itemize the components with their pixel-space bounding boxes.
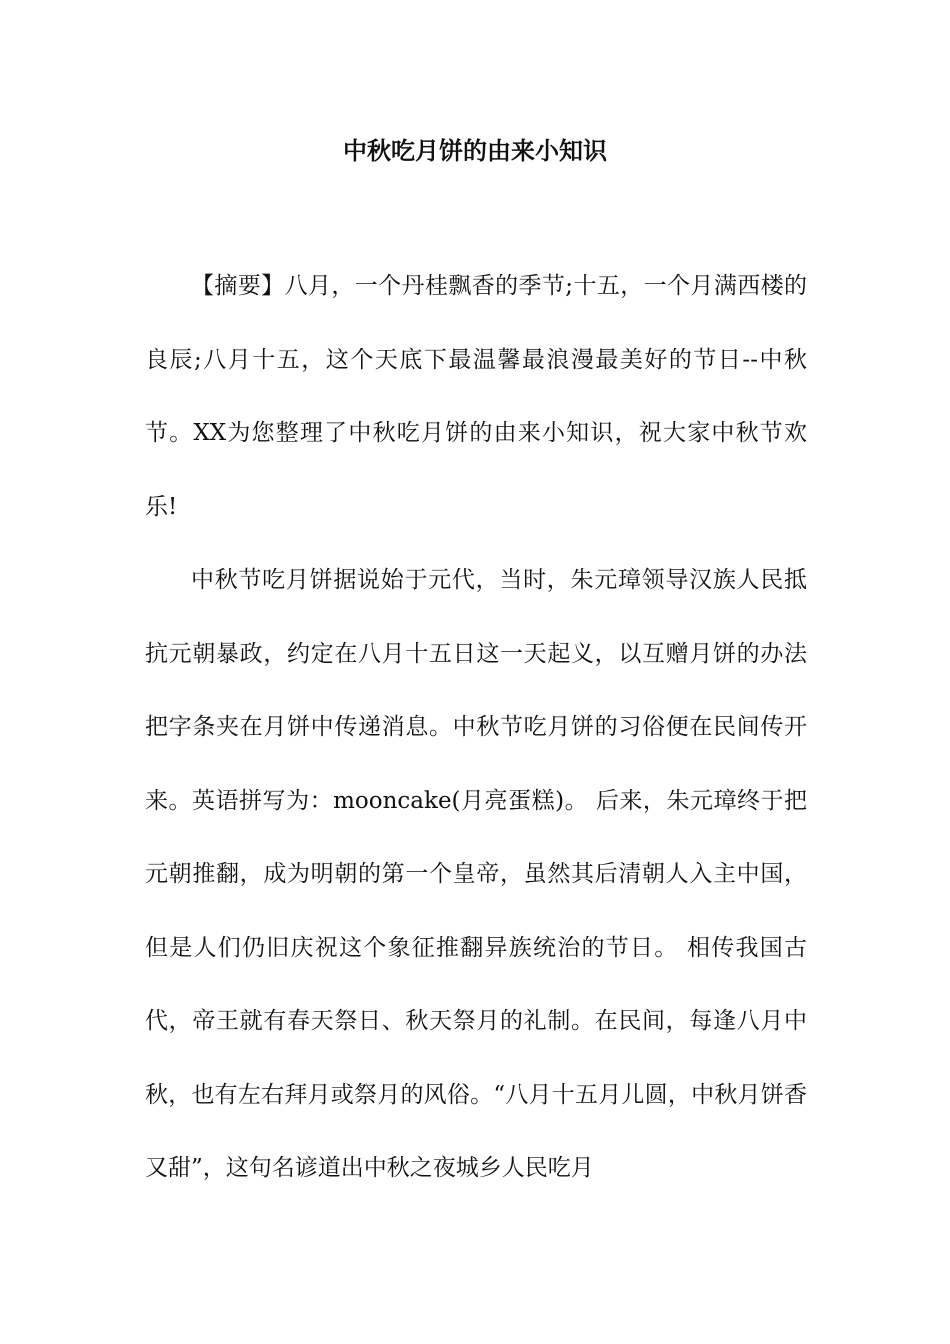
- document-body: [145, 250, 807, 1206]
- paragraph-origin: 中秋节吃月饼据说始于元代，当时，朱元璋领导汉族人民抵抗元朝暴政，约定在八月十五日这一天起义，以互赠月饼的办法把字条夹在月饼中传递消息。中秋节吃月饼的习俗便在民间传开来。英语拼写为：mooncake(月亮蛋糕)。 后来，朱元璋终于把元朝推翻，成为明朝的第一个皇帝，虽然其后清朝人入主中国，但是人们仍旧庆祝这个象征推翻异族统治的节日。 相传我国古代，帝王就有春天祭日、秋天祭月的礼制。在民间，每逢八月中秋，也有左右拜月或祭月的风俗。“八月十五月儿圆，中秋月饼香又甜”，这句名谚道出中秋之夜城乡人民吃月: [145, 567, 807, 1181]
- document-title: 中秋吃月饼的由来小知识: [343, 136, 607, 165]
- paragraph-abstract: 【摘要】八月，一个丹桂飘香的季节;十五，一个月满西楼的良辰;八月十五，这个天底下最温馨最浪漫最美好的节日--中秋节。XX为您整理了中秋吃月饼的由来小知识，祝大家中秋节欢乐!: [145, 273, 807, 520]
